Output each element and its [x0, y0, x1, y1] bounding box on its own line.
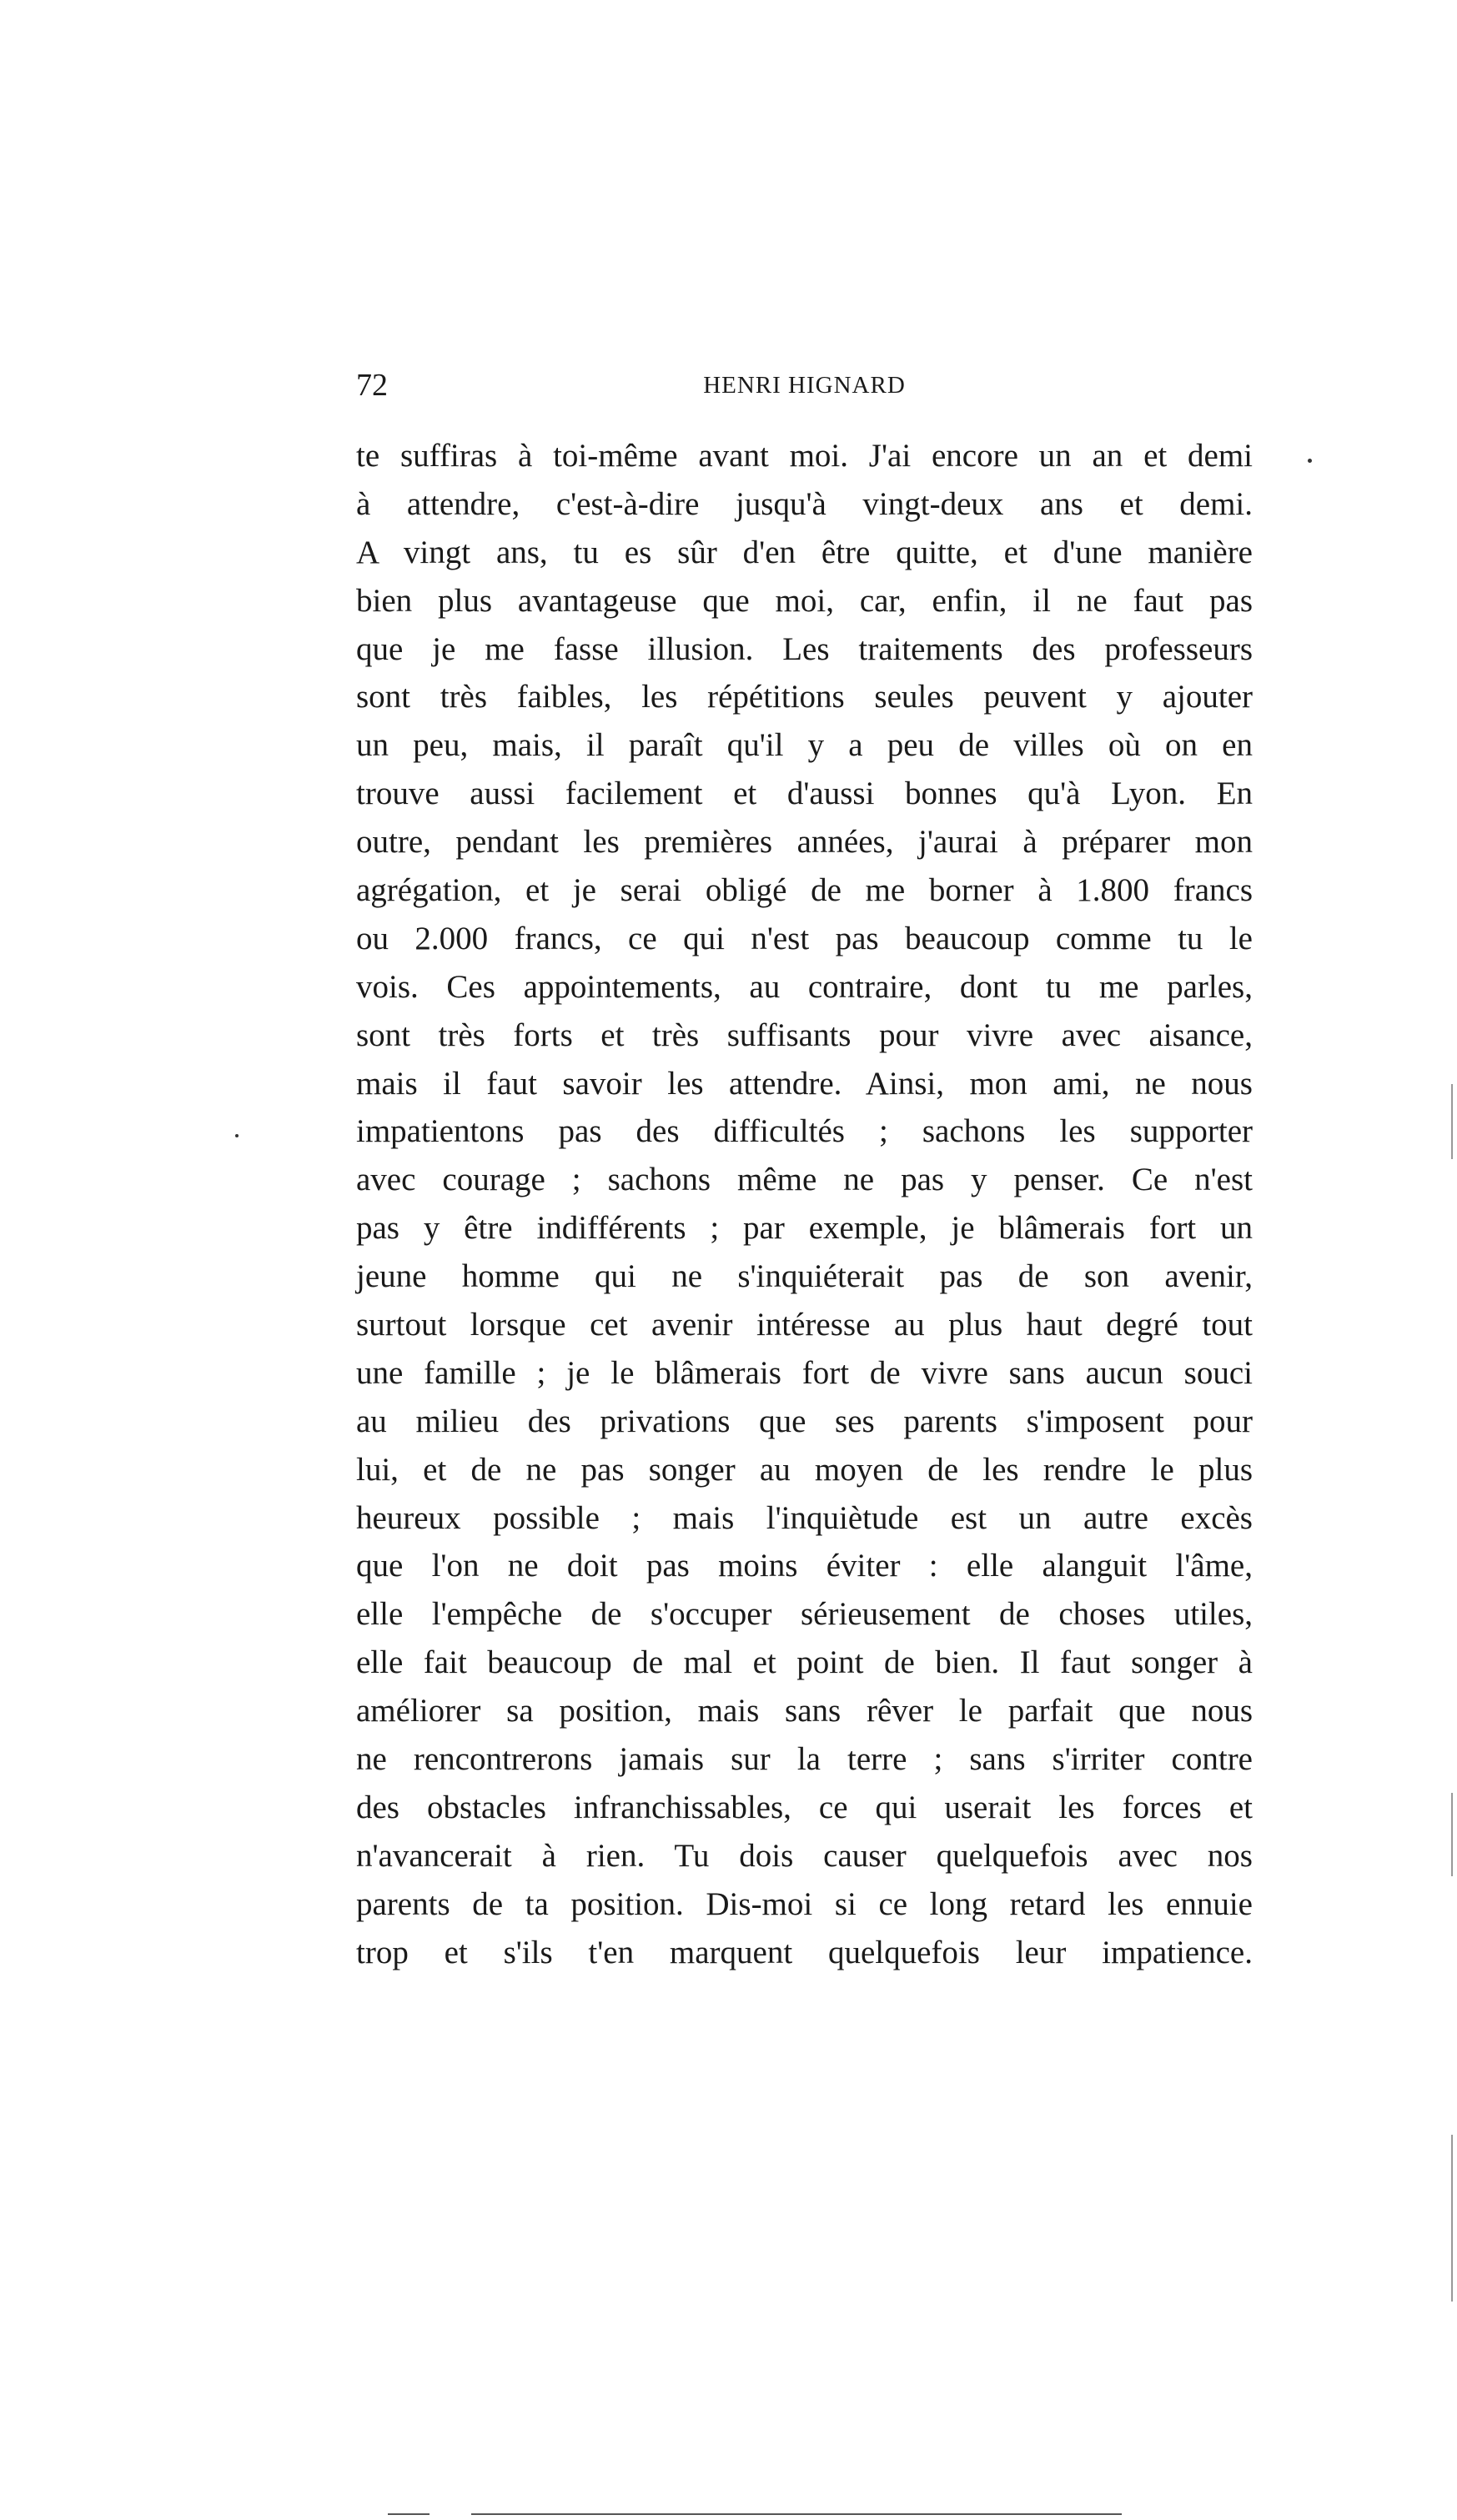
text-line: heureux possible ; mais l'inquiètude est un autre excès: [356, 1499, 1253, 1536]
text-line: n'avancerait à rien. Tu dois causer quelquefois avec nos: [356, 1837, 1253, 1874]
speck: [1308, 459, 1312, 463]
text-line: au milieu des privations que ses parents s'imposent pour: [356, 1403, 1253, 1439]
edge-mark: [1451, 1084, 1453, 1159]
edge-mark: [1451, 1793, 1453, 1876]
text-line: ne rencontrerons jamais sur la terre ; sans s'irriter contre: [356, 1741, 1253, 1778]
body-text: [356, 432, 1253, 1977]
text-line: jeune homme qui ne s'inquiéterait pas de son avenir,: [356, 1258, 1253, 1295]
text-line: des obstacles infranchissables, ce qui userait les forces et: [356, 1789, 1253, 1825]
text-line: un peu, mais, il paraît qu'il y a peu de villes où on en: [356, 727, 1253, 764]
bottom-rule: [388, 2513, 430, 2515]
text-line: mais il faut savoir les attendre. Ainsi, mon ami, ne nous: [356, 1065, 1253, 1102]
text-line: trouve aussi facilement et d'aussi bonnes qu'à Lyon. En: [356, 776, 1253, 812]
text-line: que l'on ne doit pas moins éviter : elle alanguit l'âme,: [356, 1548, 1253, 1584]
text-line: vois. Ces appointements, au contraire, dont tu me parles,: [356, 968, 1253, 1005]
text-line: parents de ta position. Dis-moi si ce long retard les ennuie: [356, 1885, 1253, 1922]
text-line: sont très faibles, les répétitions seules peuvent y ajouter: [356, 679, 1253, 715]
text-line: bien plus avantageuse que moi, car, enfin, il ne faut pas: [356, 582, 1253, 619]
speck: [235, 1134, 239, 1137]
page-number: 72: [356, 368, 388, 403]
text-line: A vingt ans, tu es sûr d'en être quitte, et d'une manière: [356, 534, 1253, 570]
text-line: pas y être indifférents ; par exemple, je blâmerais fort un: [356, 1210, 1253, 1247]
text-line: impatientons pas des difficultés ; sachons les supporter: [356, 1113, 1253, 1150]
text-line: une famille ; je le blâmerais fort de vivre sans aucun souci: [356, 1354, 1253, 1391]
text-line: elle fait beaucoup de mal et point de bien. Il faut songer à: [356, 1644, 1253, 1681]
running-head: HENRI HIGNARD: [703, 372, 906, 399]
text-line: que je me fasse illusion. Les traitements des professeurs: [356, 630, 1253, 667]
text-line: ou 2.000 francs, ce qui n'est pas beaucoup comme tu le: [356, 920, 1253, 956]
text-line: améliorer sa position, mais sans rêver le parfait que nous: [356, 1693, 1253, 1729]
text-line: outre, pendant les premières années, j'aurai à préparer mon: [356, 824, 1253, 861]
text-line: te suffiras à toi-même avant moi. J'ai encore un an et demi: [356, 438, 1253, 474]
page-header: [356, 367, 1253, 404]
bottom-rule: [471, 2513, 1122, 2515]
text-line: lui, et de ne pas songer au moyen de les rendre le plus: [356, 1451, 1253, 1488]
text-line: elle l'empêche de s'occuper sérieusement de choses utiles,: [356, 1596, 1253, 1633]
text-line: agrégation, et je serai obligé de me borner à 1.800 francs: [356, 872, 1253, 909]
text-line: sont très forts et très suffisants pour vivre avec aisance,: [356, 1017, 1253, 1053]
text-line: surtout lorsque cet avenir intéresse au plus haut degré tout: [356, 1307, 1253, 1343]
edge-mark: [1451, 2135, 1453, 2302]
text-line: à attendre, c'est-à-dire jusqu'à vingt-deux ans et demi.: [356, 485, 1253, 522]
text-line: avec courage ; sachons même ne pas y penser. Ce n'est: [356, 1162, 1253, 1198]
text-line: trop et s'ils t'en marquent quelquefois leur impatience.: [356, 1934, 1253, 1970]
